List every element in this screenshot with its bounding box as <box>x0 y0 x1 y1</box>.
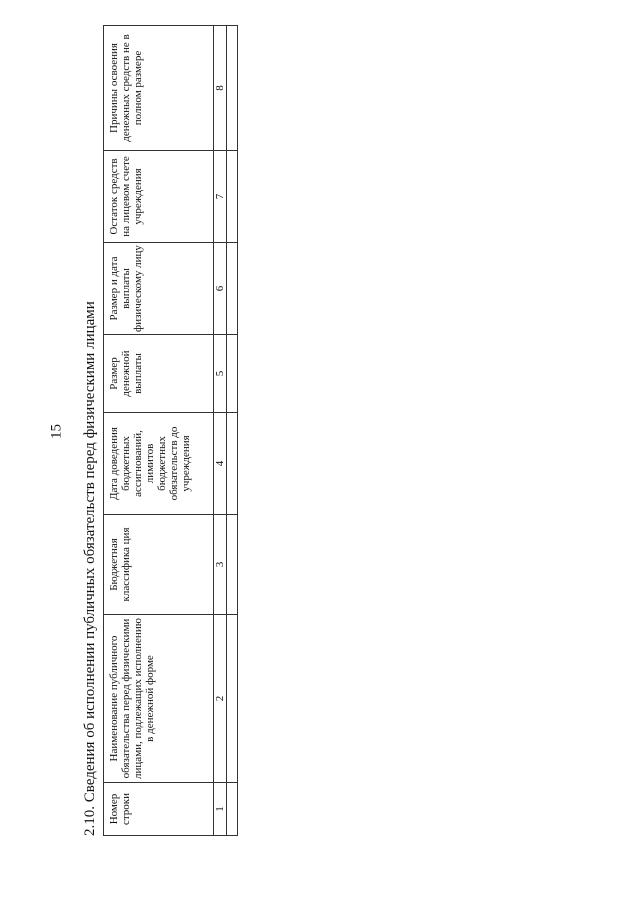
column-number-cell: 2 <box>214 615 227 783</box>
empty-cell <box>227 615 238 783</box>
column-number-cell: 7 <box>214 151 227 243</box>
column-number-cell: 3 <box>214 515 227 615</box>
header-cell-reasons: Причины освоения денежных средств не в полном размере <box>104 26 214 151</box>
header-cell-payment-amount: Размер денежной выплаты <box>104 335 214 413</box>
empty-cell <box>227 151 238 243</box>
header-cell-payment-amount-date: Размер и дата выплаты физическому лицу <box>104 243 214 335</box>
column-number-cell: 5 <box>214 335 227 413</box>
empty-cell <box>227 243 238 335</box>
header-cell-budget-classification: Бюджетная классифика ция <box>104 515 214 615</box>
page-number: 15 <box>48 424 65 439</box>
column-number-row <box>214 26 227 836</box>
column-number-cell: 6 <box>214 243 227 335</box>
header-cell-allocation-date: Дата доведения бюджетных ассигнований, лимитов бюджетных обязательств до учреждения <box>104 413 214 515</box>
rotated-section <box>79 26 244 836</box>
empty-cell <box>227 783 238 836</box>
empty-data-row <box>227 26 238 836</box>
public-obligations-table <box>103 25 238 836</box>
section-title: 2.10. Сведения об исполнении публичных обязательств перед физическими лицами <box>82 301 98 836</box>
column-number-cell: 4 <box>214 413 227 515</box>
empty-cell <box>227 413 238 515</box>
column-number-cell: 8 <box>214 26 227 151</box>
empty-cell <box>227 515 238 615</box>
header-cell-line-number: Номер строки <box>104 783 214 836</box>
header-cell-account-balance: Остаток средств на лицевом счете учреждения <box>104 151 214 243</box>
table-header-row <box>104 26 214 836</box>
header-cell-obligation-name: Наименование публичного обязательства перед физическими лицами, подлежащих исполнению в денежной форме <box>104 615 214 783</box>
column-number-cell: 1 <box>214 783 227 836</box>
empty-cell <box>227 26 238 151</box>
empty-cell <box>227 335 238 413</box>
